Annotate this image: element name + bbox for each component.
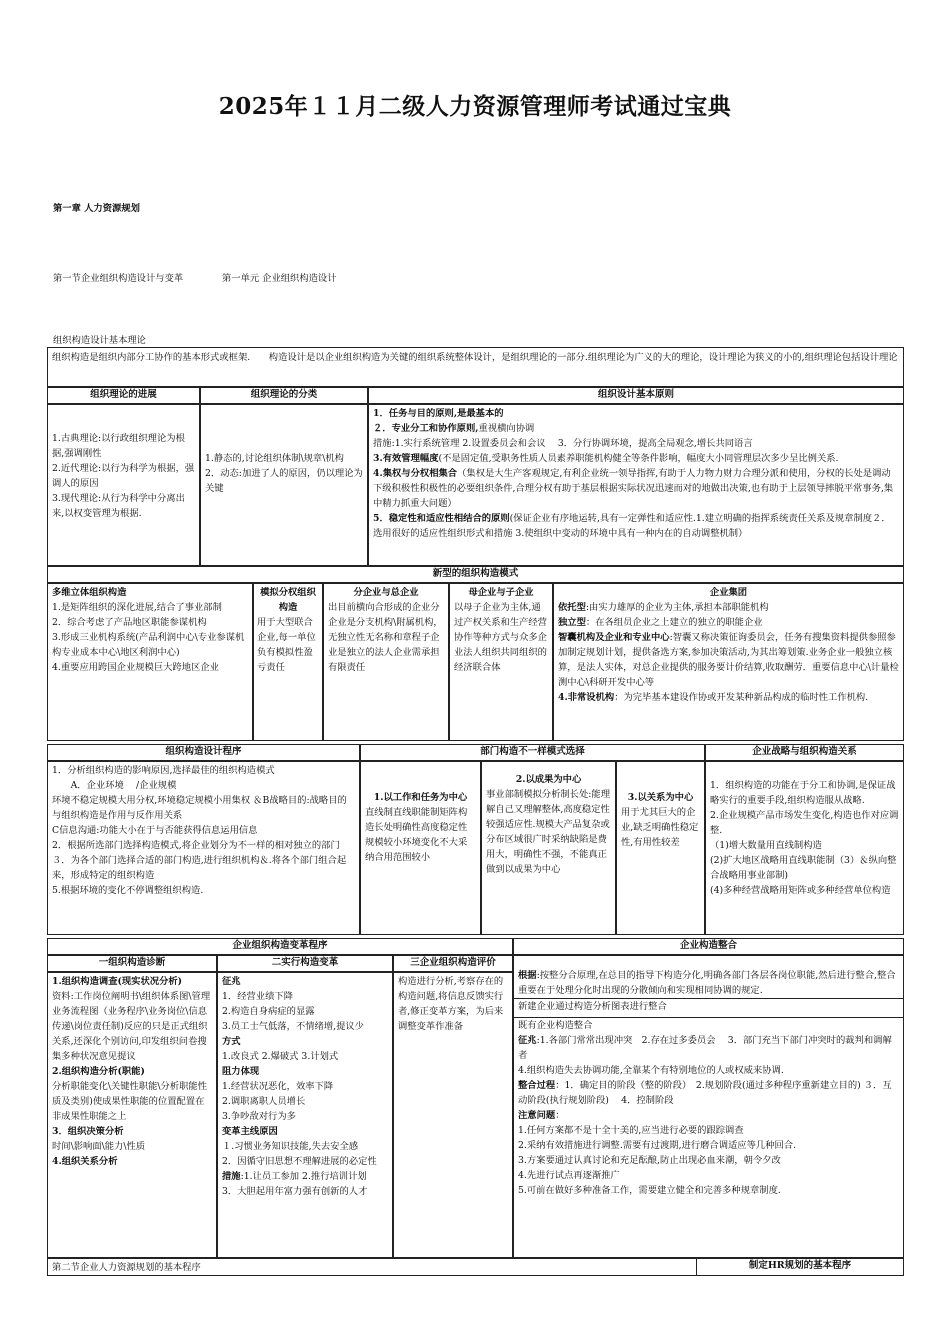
list-item: 2．根据所选部门选择构造模式,将企业划分为不一样的相对独立的部门 [52, 840, 340, 851]
group-text: ：在各组员企业之上建立的独立的职能企业 [585, 617, 763, 628]
list-item: C信息沟通:功能大小在于与否能获得信息运用信息 [52, 825, 258, 836]
principle-item [373, 421, 899, 436]
group-item [558, 630, 899, 690]
impl-text: 2.构造自身病症的显露 [222, 1006, 315, 1017]
list-item: 2.企业规模产品市场发生变化,构造也作对应调整. [710, 810, 899, 836]
impl-item [222, 989, 388, 1004]
list-item: 1．分析组织构造的影响原因,选择最佳的组织构造模式 [52, 765, 275, 776]
impl-text: 1.改良式 2.爆破式 3.计划式 [222, 1051, 339, 1062]
list-item: 2．动态:加进了人的原因，仍以理论为关键 [205, 468, 363, 494]
integ-item [514, 1017, 903, 1033]
group-label: 独立型 [558, 617, 586, 628]
list-item: 1.静态的,讨论组织体制\规章\机构 [205, 453, 344, 464]
list-item: 2.近代理论:以行为科学为根据，强调人的原因 [52, 463, 195, 489]
impl-text: １.习惯业务知识技能,失去安全感 [222, 1141, 359, 1152]
impl-item [222, 1139, 388, 1154]
diag-item [52, 1139, 212, 1154]
group-item [558, 690, 899, 705]
impl-item [222, 1064, 388, 1079]
list-item: (2)扩大地区战略用直线职能制（3）＆纵向整合战略用事业部制) [710, 855, 897, 881]
integ-text: 1.任何方案都不是十全十美的,应当进行必要的跟踪调查 [518, 1125, 744, 1136]
impl-text: 3．大胆起用年富力强有创新的人才 [222, 1186, 368, 1197]
principle-item [373, 511, 899, 541]
col-text: 用于大型联合企业,每一单位负有模拟性盈亏责任 [257, 617, 316, 673]
integ-text: 5.可前在做好多种准备工作，需要建立健全和完善多种规章制度. [518, 1185, 781, 1196]
integ-label: 征兆 [518, 1035, 537, 1046]
list-item: 1．组织构造的功能在于分工和协调,是保证战略实行的重要手段,组织构造服从战略. [710, 780, 896, 806]
impl-item [222, 1124, 388, 1139]
unit-heading: 第一单元 企业组织构造设计 [222, 273, 337, 284]
model-head: 2.以成果为中心 [515, 774, 582, 785]
col-head: 模拟分权组织构造 [260, 587, 316, 613]
cell-sim-decentral [253, 583, 323, 741]
diag-item [52, 1154, 212, 1169]
group-text: :智囊又称决策征询委员会，任务有搜集资料提供参照参加制定规划计划，提供备选方案,参加决策活动,为其出筹划策.业务企业一般独立核算，是法人实体，对总企业提供的服务要计价结算,收取酬劳．重要信息中心\计量检测中心\科研开发中心等 [558, 632, 899, 688]
diag-item [52, 1124, 212, 1139]
integ-item [518, 1183, 899, 1198]
integ-item [518, 1063, 899, 1078]
diag-label: 4.组织关系分析 [52, 1156, 118, 1167]
footer-section-title: 第二节企业人力资源规划的基本程序 [52, 1262, 201, 1273]
header-strategy-relation: 企业战略与组织构造关系 [705, 744, 904, 761]
group-label: 依托型 [558, 602, 586, 613]
principle-text: （集权是大生产客观规定,有利企业统一领导指挥,有助于人力物力财力合理分派和使用，分权的长处是调动下级积极性积极性的必要组织条件,合理分权有助于基层根据实际状况迅速而对的地做出决策,也有助于上层领导摔脱平常事务,集中精力抓重大问题） [373, 468, 894, 509]
principle-label: ２．专业分工和协作原则, [373, 423, 479, 434]
section-heading: 第一节企业组织构造设计与变革 [53, 273, 184, 284]
theory-title: 组织构造设计基本理论 [53, 335, 146, 346]
principle-label: 5．稳定性和适应性相结合的原则 [373, 513, 510, 524]
header-change-procedure: 企业组织构造变革程序 [47, 938, 513, 955]
group-item [558, 600, 899, 615]
model-head: 3.以关系为中心 [627, 792, 694, 803]
header-org-theory-progress: 组织理论的进展 [47, 387, 200, 404]
cell-design-principles [368, 404, 904, 566]
integ-label: 注意问题 [518, 1110, 556, 1121]
integ-text: 新建企业通过构造分析图表进行整合 [518, 1001, 667, 1012]
impl-label: 变革主线原因 [222, 1126, 278, 1137]
integ-item [518, 968, 899, 998]
impl-text: 3.争吵敌对行为多 [222, 1111, 296, 1122]
impl-item [222, 1094, 388, 1109]
col-head: 母企业与子企业 [468, 587, 534, 598]
list-item: （1)增大数量用直线制构造 [710, 840, 822, 851]
impl-text: 2．因循守旧思想不理解进展的必定性 [222, 1156, 377, 1167]
diag-label: 2.组织构造分析(职能) [52, 1066, 145, 1077]
principle-label: 1．任务与目的原则,是最基本的 [373, 408, 504, 419]
diag-item [52, 1064, 212, 1079]
integ-label: 根据 [518, 970, 537, 981]
impl-label: 阻力体现 [222, 1066, 260, 1077]
list-item: 5.根据环境的变化不停调整组织构造. [52, 885, 204, 896]
impl-item [222, 1109, 388, 1124]
group-item [558, 615, 899, 630]
model-text: 事业部制模拟分析制长处:能理解自己又理解整体,高度稳定性较强适应性.规模大产品复杂或分布区域很广时采纳缺陷是费用大，明确性不强，不能真正做到以成果为中心 [486, 789, 610, 875]
impl-item [222, 1004, 388, 1019]
integ-label: 整合过程 [518, 1080, 556, 1091]
integ-item [514, 998, 903, 1014]
cell-diagnosis [47, 972, 217, 1258]
cell-task-centered [360, 761, 481, 935]
col-text: 出目前横向合形成的企业分企业是分支机构\附属机构，无独立性无名称和章程子企业是独立的法人企业需承担有限责任 [328, 602, 443, 673]
diag-label: 3．组织决策分析 [52, 1126, 124, 1137]
principle-label: 4.集权与分权相集合 [373, 468, 458, 479]
integ-text: 既有企业构造整合 [518, 1020, 593, 1031]
model-text: 直线制直线职能制矩阵构造长处明确性高度稳定性规模较小环境变化不大采纳合用范围较小 [365, 807, 468, 863]
impl-label: 征兆 [222, 976, 241, 987]
impl-label: 措施 [222, 1171, 241, 1182]
impl-item [222, 1169, 388, 1184]
impl-item [222, 1049, 388, 1064]
impl-item [222, 1154, 388, 1169]
principle-text: 措施:1.实行系统管理 2.设置委员会和会议 3．分行协调环境，提高全局观念,增长共同语言 [373, 438, 753, 449]
impl-text: 1．经营业绩下降 [222, 991, 293, 1002]
principle-item [373, 451, 899, 466]
model-head: 1.以工作和任务为中心 [373, 792, 468, 803]
col-text: 以母子企业为主体,通过产权关系和生产经营协作等种方式与众多企业法人组织共同组织的经济联合体 [454, 602, 547, 673]
principle-item [373, 436, 899, 451]
col-head: 企业集团 [709, 587, 748, 598]
cell-evaluation [393, 972, 513, 1258]
principle-item [373, 466, 899, 511]
integ-item [518, 1138, 899, 1153]
header-design-principles: 组织设计基本原则 [368, 387, 904, 404]
intro-cell [47, 347, 904, 387]
principle-text: (保证企业有序地运转,具有一定弹性和适应性.1.建立明确的指挥系统责任关系及规章制度２．选用很好的适应性组织形式和措施 3.使组织中变动的环境中具有一种内在的自动调整机制） [373, 513, 891, 539]
subheader-diagnosis: 一组织构造诊断 [47, 955, 217, 972]
header-structure-integration: 企业构造整合 [513, 938, 904, 955]
integ-item [518, 1078, 899, 1108]
diag-text: 分析职能变化\关键性职能\分析职能性质及类别)使成果性职能的位置配置在非成果性职能之上 [52, 1081, 208, 1122]
cell-implement [217, 972, 393, 1258]
header-design-procedure: 组织构造设计程序 [47, 744, 360, 761]
impl-item [222, 1184, 388, 1199]
cell-theory-types [200, 404, 368, 566]
cell-relation-centered [616, 761, 705, 935]
group-label: 4.非常设机构 [558, 692, 615, 703]
header-dept-model: 部门构造不一样模式选择 [360, 744, 705, 761]
header-new-model: 新型的组织构造模式 [47, 566, 904, 583]
integ-text: ：1．确定目的阶段（整的阶段） 2.规划阶段(通过多种程序重新建立目的) ３．互动阶段(执行规划阶段) 4．控制阶段 [518, 1080, 892, 1106]
cell-branch-hq [323, 583, 449, 741]
model-text: 用于尤其巨大的企业,缺乏明确性稳定性,有用性较差 [621, 807, 699, 848]
integ-text: 4.组织构造失去协调功能,全靠某个有特别地位的人或权威来协调. [518, 1065, 784, 1076]
list-item: 3.形成三业机构系统(产品利润中心\专业参谋机构专业成本中心\地区利润中心) [52, 632, 245, 658]
integ-text: :按整分合原理,在总目的指导下构造分化,明确各部门各层各岗位职能,然后进行整合,整合重要在于处理分化时出现的分散倾向和实现相同协调的规定. [518, 970, 896, 996]
list-item: 环境不稳定规模大用分权,环境稳定规模小用集权 ＆B战略目的:战略目的与组织构造是作用与反作用关系 [52, 795, 347, 821]
diag-item [52, 989, 212, 1064]
list-item: 3.现代理论:从行为科学中分离出来,以权变管理为根据. [52, 493, 185, 519]
integ-item [518, 1108, 899, 1123]
integ-text: 2.采纳有效措施进行调整.需要有过渡期,进行磨合调适应等几种回合. [518, 1140, 797, 1151]
group-label: 智囊机构及企业和专业中心 [558, 632, 670, 643]
cell-design-procedure [47, 761, 360, 935]
diag-text: 时间\影响面\能力\性质 [52, 1141, 146, 1152]
cell-strategy-relation [705, 761, 904, 935]
impl-item [222, 974, 388, 989]
list-item: 2．综合考虑了产品地区职能参谋机构 [52, 617, 207, 628]
integ-item [518, 1123, 899, 1138]
diag-label: 1.组织构造调查(现实状况分析) [52, 976, 183, 987]
group-text: ：为完毕基本建设作协或开发某种新品构成的临时性工作机构. [614, 692, 869, 703]
integ-item [518, 1033, 899, 1063]
col-head: 分企业与总企业 [353, 587, 419, 598]
list-item: A．企业环境 /企业规模 [52, 780, 177, 791]
col-head: 多维立体组织构造 [52, 587, 127, 598]
principle-item [373, 406, 899, 421]
impl-text: 1.经营状况恶化，效率下降 [222, 1081, 334, 1092]
impl-text: 2.调职离职人员增长 [222, 1096, 306, 1107]
integ-text: ： [555, 1110, 565, 1121]
impl-text: :1.让员工参加 2.推行培训计划 [240, 1171, 367, 1182]
page-title: 2025年１１月二级人力资源管理师考试通过宝典 [218, 93, 732, 120]
impl-label: 方式 [222, 1036, 241, 1047]
integ-item [518, 1153, 899, 1168]
integ-text: 4.先进行试点再逐渐推广 [518, 1170, 620, 1181]
cell-theory-progress [47, 404, 200, 566]
principle-label: 3.有效管理幅度 [373, 453, 439, 464]
list-item: 1.是矩阵组织的深化进展,结合了事业部制 [52, 602, 222, 613]
impl-item [222, 1079, 388, 1094]
impl-text: 3.员工士气低落，不情绪增,提议少 [222, 1021, 364, 1032]
intro-text: 组织构造是组织内部分工协作的基本形式或框架. 构造设计是以企业组织构造为关键的组织系统整体设计，是组织理论的一部分.组织理论为广义的大的理论，设计理论为狭义的小的,组织理论包括设计理论 [52, 352, 898, 363]
chapter-heading: 第一章 人力资源规划 [53, 203, 140, 214]
subheader-implement: 二实行构造变革 [217, 955, 393, 972]
integ-item [518, 1168, 899, 1183]
diag-item [52, 974, 212, 989]
integ-text: :1.各部门常常出现冲突 2.存在过多委员会 3．部门充当下部门冲突时的裁判和调解者 [518, 1035, 892, 1061]
list-item: 4.重要应用跨国企业规模巨大跨地区企业 [52, 662, 219, 673]
cell-result-centered [481, 761, 616, 935]
subheader-evaluation: 三企业组织构造评价 [393, 955, 513, 972]
cell-structure-integration [513, 955, 904, 1258]
eval-text: 构造进行分析,考察存在的构造问题,将信息反馈实行者,修正变革方案，为后来调整变革作准备 [398, 976, 504, 1032]
diag-text: 资料:工作岗位阐明书\组织体系图\管理业务流程图（业务程序\业务岗位\信息传递\岗位责任制)反应的只是正式组织关系,还深化个别访问,印发组织问卷搜集多种状况意见提议 [52, 991, 211, 1062]
list-item: ３．为各个部门选择合适的部门构造,进行组织机构＆.将各个部门组合起来，形成特定的组织构造 [52, 855, 347, 881]
impl-item [222, 1034, 388, 1049]
cell-enterprise-group [553, 583, 904, 741]
impl-item [222, 1019, 388, 1034]
list-item: 1.古典理论:以行政组织理论为根据,强调刚性 [52, 433, 185, 459]
list-item: (4)多种经营战略用矩阵或多种经营单位构造 [710, 885, 891, 896]
header-org-theory-types: 组织理论的分类 [200, 387, 368, 404]
footer-hr-procedure: 制定HR规划的基本程序 [696, 1258, 904, 1276]
principle-text: 重视横向协调 [478, 423, 535, 434]
integ-text: 3.方案要通过认真讨论和充足酝酿,防止出现必血来潮，朝令夕改 [518, 1155, 781, 1166]
cell-parent-sub [449, 583, 553, 741]
principle-text: (不是固定值,受职务性质人员素养职能机构健全等条件影响，幅度大小同管理层次多少呈比例关系. [438, 453, 839, 464]
cell-multidim-structure [47, 583, 253, 741]
group-text: :由实力雄厚的企业为主体,承担本部职能机构 [585, 602, 769, 613]
diag-item [52, 1079, 212, 1124]
